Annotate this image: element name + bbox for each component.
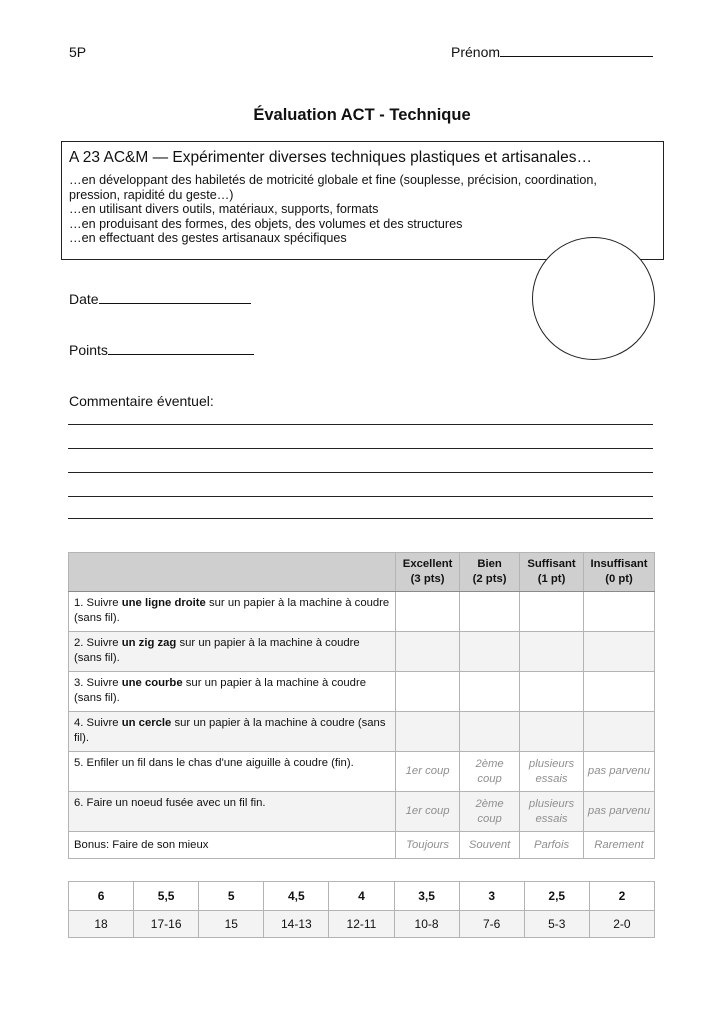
page-title: Évaluation ACT - Technique	[253, 106, 471, 124]
grade-cell: 4,5	[264, 882, 329, 911]
name-label: Prénom	[451, 44, 501, 60]
task-label: 5. Enfiler un fil dans le chas d'une aiguille à coudre (fin).	[69, 752, 396, 792]
date-field	[69, 291, 251, 307]
objective-line: …en produisant des formes, des objets, des volumes et des structures	[69, 216, 463, 231]
comment-line[interactable]	[68, 472, 653, 473]
rating-cell-excellent[interactable]: 1er coup	[396, 792, 460, 832]
objective-line: …en utilisant divers outils, matériaux, supports, formats	[69, 202, 379, 216]
rating-cell-bien[interactable]	[460, 632, 520, 672]
rating-cell-insuffisant[interactable]	[584, 712, 655, 752]
grade-cell: 5,5	[134, 882, 199, 911]
points-range-cell: 10-8	[394, 911, 459, 938]
points-range-cell: 15	[199, 911, 264, 938]
grade-cell: 3,5	[394, 882, 459, 911]
rating-cell-suffisant[interactable]	[520, 712, 584, 752]
grade-cell: 4	[329, 882, 394, 911]
objective-line: …en effectuant des gestes artisanaux spécifiques	[69, 231, 347, 245]
rating-cell-excellent[interactable]: Toujours	[396, 832, 460, 859]
rating-cell-excellent[interactable]	[396, 712, 460, 752]
rubric-table	[68, 552, 655, 859]
rating-cell-suffisant[interactable]	[520, 632, 584, 672]
rating-cell-suffisant[interactable]: plusieurs essais	[520, 792, 584, 832]
rating-cell-insuffisant[interactable]: pas parvenu	[584, 792, 655, 832]
table-row	[69, 592, 655, 632]
table-row	[69, 752, 655, 792]
task-label: Bonus: Faire de son mieux	[69, 832, 396, 859]
table-row	[69, 712, 655, 752]
rating-cell-excellent[interactable]	[396, 672, 460, 712]
rating-cell-insuffisant[interactable]	[584, 592, 655, 632]
rating-cell-excellent[interactable]	[396, 632, 460, 672]
task-label: 6. Faire un noeud fusée avec un fil fin.	[69, 792, 396, 832]
rating-cell-bien[interactable]	[460, 592, 520, 632]
points-blank-line[interactable]	[108, 342, 254, 355]
rating-cell-insuffisant[interactable]	[584, 672, 655, 712]
rating-cell-bien[interactable]	[460, 712, 520, 752]
rubric-header-insuffisant: Insuffisant (0 pt)	[584, 553, 655, 592]
points-range-cell: 17-16	[134, 911, 199, 938]
date-blank-line[interactable]	[99, 291, 251, 304]
rating-cell-suffisant[interactable]: plusieurs essais	[520, 752, 584, 792]
date-label: Date	[69, 291, 99, 307]
points-range-cell: 2-0	[589, 911, 654, 938]
rubric-header-excellent: Excellent (3 pts)	[396, 553, 460, 592]
points-range-cell: 14-13	[264, 911, 329, 938]
rating-cell-insuffisant[interactable]: Rarement	[584, 832, 655, 859]
objective-line: …en développant des habiletés de motricité globale et fine (souplesse, précision, coordination,	[69, 173, 597, 187]
grade-row	[69, 882, 655, 911]
rating-cell-insuffisant[interactable]	[584, 632, 655, 672]
comment-label: Commentaire éventuel:	[69, 393, 214, 409]
rubric-header-suffisant: Suffisant (1 pt)	[520, 553, 584, 592]
objective-heading: A 23 AC&M — Expérimenter diverses techniques plastiques et artisanales…	[69, 149, 592, 166]
task-label: 1. Suivre une ligne droite sur un papier à la machine à coudre (sans fil).	[69, 592, 396, 632]
objective-line: pression, rapidité du geste…)	[69, 187, 234, 202]
points-range-row	[69, 911, 655, 938]
grade-cell: 2	[589, 882, 654, 911]
points-range-cell: 12-11	[329, 911, 394, 938]
grade-circle[interactable]	[532, 237, 655, 360]
grade-cell: 2,5	[524, 882, 589, 911]
table-row	[69, 672, 655, 712]
points-range-cell: 7-6	[459, 911, 524, 938]
grade-cell: 5	[199, 882, 264, 911]
grade-cell: 3	[459, 882, 524, 911]
comment-line[interactable]	[68, 448, 653, 449]
class-label: 5P	[69, 44, 87, 60]
rubric-header-bien: Bien (2 pts)	[460, 553, 520, 592]
table-row-bonus	[69, 832, 655, 859]
task-label: 4. Suivre un cercle sur un papier à la machine à coudre (sans fil).	[69, 712, 396, 752]
points-range-cell: 5-3	[524, 911, 589, 938]
rating-cell-excellent[interactable]	[396, 592, 460, 632]
rating-cell-insuffisant[interactable]: pas parvenu	[584, 752, 655, 792]
table-row	[69, 792, 655, 832]
objective-lines	[69, 173, 656, 246]
points-field	[69, 342, 254, 358]
rating-cell-bien[interactable]: 2ème coup	[460, 792, 520, 832]
grade-cell: 6	[69, 882, 134, 911]
task-label: 2. Suivre un zig zag sur un papier à la machine à coudre (sans fil).	[69, 632, 396, 672]
rubric-header-row	[69, 553, 655, 592]
points-range-cell: 18	[69, 911, 134, 938]
table-row	[69, 632, 655, 672]
rubric-header-blank	[69, 553, 396, 592]
name-blank-line[interactable]	[500, 44, 653, 57]
rating-cell-suffisant[interactable]: Parfois	[520, 832, 584, 859]
rating-cell-bien[interactable]: 2ème coup	[460, 752, 520, 792]
comment-line[interactable]	[68, 424, 653, 425]
rating-cell-suffisant[interactable]	[520, 672, 584, 712]
name-field	[451, 44, 653, 60]
rating-cell-bien[interactable]	[460, 672, 520, 712]
task-label: 3. Suivre une courbe sur un papier à la machine à coudre (sans fil).	[69, 672, 396, 712]
rating-cell-excellent[interactable]: 1er coup	[396, 752, 460, 792]
rating-cell-bien[interactable]: Souvent	[460, 832, 520, 859]
rating-cell-suffisant[interactable]	[520, 592, 584, 632]
points-label: Points	[69, 342, 108, 358]
comment-line[interactable]	[68, 518, 653, 519]
comment-line[interactable]	[68, 496, 653, 497]
grade-scale-table	[68, 881, 655, 938]
